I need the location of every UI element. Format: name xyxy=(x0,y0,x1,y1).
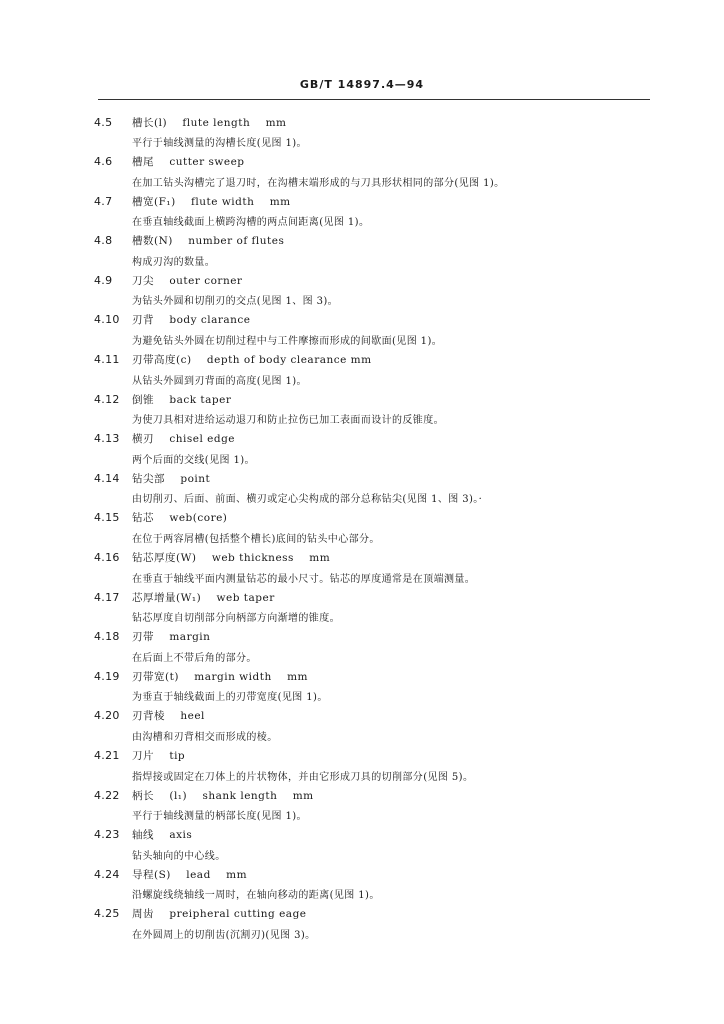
header-rule xyxy=(98,99,650,100)
term-number: 4.20 xyxy=(94,709,120,723)
term-definition: 指焊接或固定在刀体上的片状物体，并由它形成刀具的切削部分(见图 5)。 xyxy=(132,771,474,783)
term-definition: 为垂直于轴线截面上的刃带宽度(见图 1)。 xyxy=(132,692,328,704)
term-definition: 从钻头外圆到刃背面的高度(见图 1)。 xyxy=(132,375,307,387)
term-definition: 构成刃沟的数量。 xyxy=(132,256,216,268)
term-entry xyxy=(94,548,654,588)
term-entry xyxy=(94,785,654,825)
term-title: 刃带宽(t) margin width mm xyxy=(132,670,308,683)
term-entry xyxy=(94,112,654,152)
term-number: 4.22 xyxy=(94,788,120,802)
term-definition: 钻头轴向的中心线。 xyxy=(132,850,226,862)
term-number: 4.10 xyxy=(94,313,120,327)
term-entry xyxy=(94,468,654,508)
term-definition: 钻芯厚度自切削部分向柄部方向渐增的锥度。 xyxy=(132,613,340,625)
term-number: 4.14 xyxy=(94,471,120,485)
term-title: 芯厚增量(W₁) web taper xyxy=(132,591,275,604)
term-entry xyxy=(94,825,654,865)
term-definition: 为使刀具相对进给运动退刀和防止拉伤已加工表面而设计的反锥度。 xyxy=(132,415,444,427)
term-definition: 为避免钻头外圆在切削过程中与工件摩擦而形成的间歇面(见图 1)。 xyxy=(132,335,443,347)
term-title: 刃背棱 heel xyxy=(132,710,205,723)
term-title: 轴线 axis xyxy=(132,829,193,842)
term-title: 倒锥 back taper xyxy=(132,393,232,406)
term-entry xyxy=(94,389,654,429)
term-entry xyxy=(94,627,654,667)
term-entry xyxy=(94,864,654,904)
term-number: 4.8 xyxy=(94,234,113,248)
term-number: 4.25 xyxy=(94,907,120,921)
term-entry xyxy=(94,429,654,469)
term-number: 4.23 xyxy=(94,828,120,842)
term-entry xyxy=(94,152,654,192)
term-title: 槽长(l) flute length mm xyxy=(132,116,287,129)
term-title: 槽尾 cutter sweep xyxy=(132,156,245,169)
standard-number: GB/T 14897.4—94 xyxy=(299,78,425,91)
term-definition: 在垂直于轴线平面内测量钻芯的最小尺寸。钻芯的厚度通常是在顶端测量。 xyxy=(132,573,476,585)
term-entry xyxy=(94,706,654,746)
term-number: 4.9 xyxy=(94,273,113,287)
term-definition: 由切削刃、后面、前面、横刃或定心尖构成的部分总称钻尖(见图 1、图 3)。· xyxy=(132,494,483,506)
term-number: 4.15 xyxy=(94,511,120,525)
term-number: 4.5 xyxy=(94,115,113,129)
term-entry xyxy=(94,231,654,271)
term-title: 刀尖 outer corner xyxy=(132,274,243,287)
term-entry xyxy=(94,310,654,350)
term-entry xyxy=(94,666,654,706)
term-title: 导程(S) lead mm xyxy=(132,868,248,881)
term-number: 4.11 xyxy=(94,353,120,367)
term-number: 4.16 xyxy=(94,551,120,565)
term-definition: 在外圆周上的切削齿(沉割刃)(见图 3)。 xyxy=(132,929,316,941)
term-entry xyxy=(94,508,654,548)
term-entry xyxy=(94,191,654,231)
term-number: 4.18 xyxy=(94,630,120,644)
term-title: 周齿 preipheral cutting eage xyxy=(132,908,307,921)
term-definition: 平行于轴线测量的沟槽长度(见图 1)。 xyxy=(132,138,307,149)
term-title: 钻尖部 point xyxy=(132,472,211,485)
term-number: 4.12 xyxy=(94,392,120,406)
term-number: 4.21 xyxy=(94,749,120,762)
term-list xyxy=(94,112,654,943)
term-title: 钻芯 web(core) xyxy=(132,512,228,525)
term-entry xyxy=(94,746,654,786)
term-number: 4.13 xyxy=(94,432,120,446)
term-number: 4.19 xyxy=(94,669,120,683)
term-title: 横刃 chisel edge xyxy=(132,433,236,446)
term-title: 刀片 tip xyxy=(132,750,186,762)
term-number: 4.7 xyxy=(94,194,113,208)
term-title: 刃带高度(c) depth of body clearance mm xyxy=(132,354,372,367)
term-title: 刃背 body clarance xyxy=(132,314,251,327)
term-entry xyxy=(94,904,654,944)
term-definition: 在后面上不带后角的部分。 xyxy=(132,652,257,664)
term-entry xyxy=(94,270,654,310)
term-definition: 在加工钻头沟槽完了退刀时，在沟槽末端形成的与刀具形状相同的部分(见图 1)。 xyxy=(132,177,505,189)
term-number: 4.6 xyxy=(94,155,113,169)
term-definition: 平行于轴线测量的柄部长度(见图 1)。 xyxy=(132,811,307,823)
term-definition: 在垂直轴线截面上横跨沟槽的两点间距离(见图 1)。 xyxy=(132,217,370,229)
term-number: 4.17 xyxy=(94,590,120,604)
term-definition: 在位于两容屑槽(包括整个槽长)底间的钻头中心部分。 xyxy=(132,533,380,545)
term-entry xyxy=(94,350,654,390)
term-definition: 两个后面的交线(见图 1)。 xyxy=(132,454,255,466)
term-entry xyxy=(94,587,654,627)
term-definition: 沿螺旋线绕轴线一周时，在轴向移动的距离(见图 1)。 xyxy=(132,890,380,902)
term-definition: 为钻头外圆和切削刃的交点(见图 1、图 3)。 xyxy=(132,296,339,308)
term-title: 柄长 (l₁) shank length mm xyxy=(132,789,314,802)
term-title: 刃带 margin xyxy=(132,631,211,644)
term-number: 4.24 xyxy=(94,867,120,881)
term-title: 槽宽(F₁) flute width mm xyxy=(132,195,291,208)
term-title: 钻芯厚度(W) web thickness mm xyxy=(132,552,331,565)
term-definition: 由沟槽和刃背相交而形成的棱。 xyxy=(132,731,278,743)
term-title: 槽数(N) number of flutes xyxy=(132,235,285,248)
